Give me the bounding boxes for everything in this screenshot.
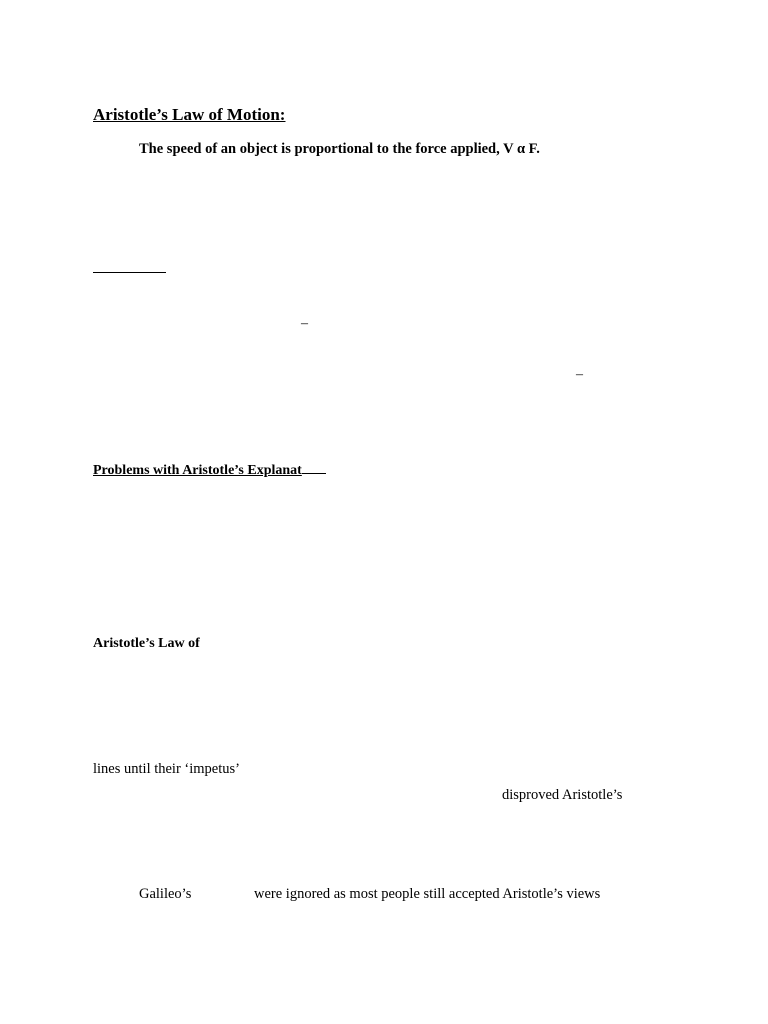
law-heading-fragment: Aristotle’s Law of bbox=[93, 636, 200, 651]
problems-heading-blank bbox=[302, 461, 326, 474]
dash-mark: – bbox=[576, 367, 583, 382]
disproved-text: disproved Aristotle’s bbox=[502, 787, 623, 803]
problems-heading bbox=[93, 461, 326, 478]
ignored-text: were ignored as most people still accepted Aristotle’s views bbox=[254, 886, 601, 902]
law-statement: The speed of an object is proportional to the force applied, V α F. bbox=[139, 141, 540, 157]
impetus-text: lines until their ‘impetus’ bbox=[93, 761, 240, 777]
dash-mark: – bbox=[301, 316, 308, 331]
underline-blank bbox=[93, 272, 166, 273]
page-title: Aristotle’s Law of Motion: bbox=[93, 105, 286, 124]
problems-heading-text: Problems with Aristotle’s Explanat bbox=[93, 463, 302, 478]
galileo-text: Galileo’s bbox=[139, 886, 192, 902]
